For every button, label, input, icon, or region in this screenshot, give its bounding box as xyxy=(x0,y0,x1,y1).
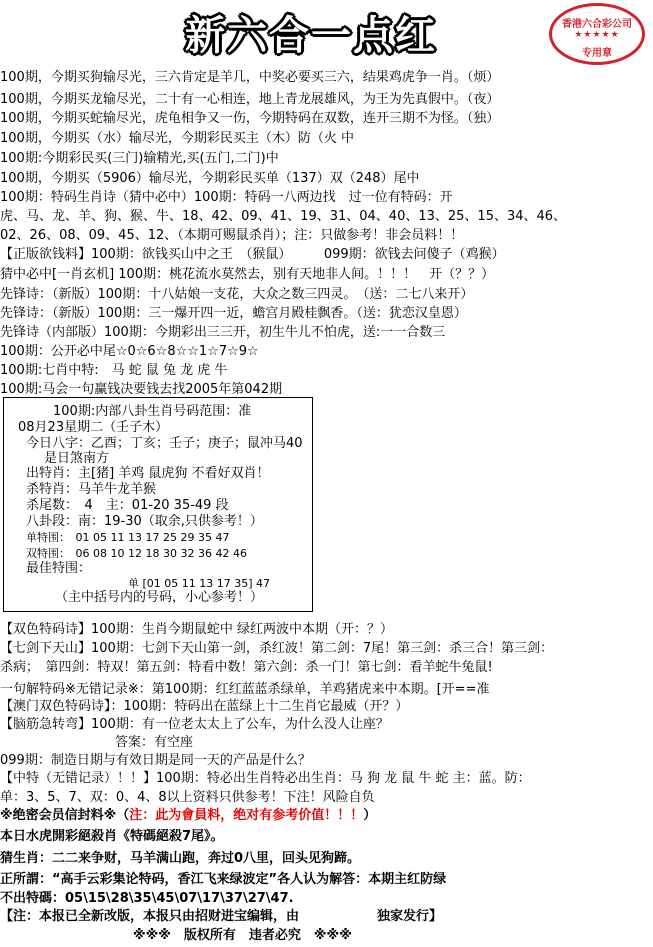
copyright-line: ※※※ 版权所有 违者必究 ※※※ xyxy=(133,928,352,943)
line-31: 不出特碼：05\15\28\35\45\07\17\37\27\47. xyxy=(0,891,294,906)
box-line-11: 最佳特围： xyxy=(26,561,92,576)
box-line-12: 单 [01 05 11 13 17 35] 47 xyxy=(128,577,271,590)
line-25: 099期：制造日期与有效日期是同一天的产品是什么？ xyxy=(0,753,311,768)
line-24: 答案：有空座 xyxy=(115,735,194,750)
page-title: 新六合一点红 xyxy=(185,13,437,59)
line-6: 100期，今期买（5906）输尽光，今期彩民买单（137）双（248）尾中 xyxy=(0,171,420,186)
line-4: 100期，今期买（水）输尽光，今期彩民买主（木）防（火 中 xyxy=(0,131,354,146)
line-28: 本日水虎開彩絕殺肖《特碼絕殺7尾》。 xyxy=(0,829,224,844)
line-14: 先锋诗（内部版）100期：今期彩出三三开，初生牛儿不怕虎，送:一一合数三 xyxy=(0,325,446,340)
line-3: 100期，今期买蛇输尽光，虎龟相争又一伤，今期特码在双数，连开三期不为怪。（独） xyxy=(0,111,500,126)
seal-company-name: 香港六合彩公司 xyxy=(562,19,632,30)
seal-stars: ★★★★★ xyxy=(574,30,620,40)
line-12: 先锋诗：（新版）100期：十八姑娘一支花，大众之数三四灵。 （送：二七八来开） xyxy=(0,287,474,302)
box-line-5: 出特肖：主[猪] 羊鸡 鼠虎狗 不看好双肖！ xyxy=(26,466,270,481)
line-20: 杀病； 第四剑：特双！第五剑：特看中数！第六剑：杀一门！第七剑：看羊蛇牛兔鼠! xyxy=(0,660,493,675)
line-21: 一句解特码※无错记录※：第100期：红红蓝蓝杀绿单，羊鸡猪虎来中本期。[开==准 xyxy=(0,682,490,697)
line-30: 正所謂：“高手云彩集论特码，香江飞来绿波定”各人认为解答：本期主红防绿 xyxy=(0,872,447,887)
line-7: 100期：特码生肖诗（猜中必中）100期：特码一八两边找 过一位有特码：开 xyxy=(0,190,453,205)
box-line-3: 今日八字：乙酉；丁亥；壬子；庚子；鼠冲马40 xyxy=(26,436,303,451)
member-notice-left: ※绝密会员信封料※（ xyxy=(0,808,130,823)
line-16: 100期:七肖中特: 马 蛇 鼠 兔 龙 虎 牛 xyxy=(0,363,228,378)
line-1: 100期，今期买狗输尽光，三六肯定是羊几，中奖必要买三六，结果鸡虎争一肖。（烦） xyxy=(0,70,500,85)
line-29: 猜生肖：二二来争财，马羊满山跑，奔过0八里，回头见狗蹄。 xyxy=(0,851,361,866)
line-19: 【七剑下天山】100期：七剑下天山第一剑，杀红波！第二剑：7尾！第三剑：杀三合！第三剑： xyxy=(0,641,554,656)
line-27: 单：3、5、7、双：0、4、8以上资料只供参考！下注！风险自负 xyxy=(0,790,375,805)
member-notice-red: 注：此为會員料，绝对有参考价值！！！ xyxy=(129,808,364,823)
member-notice-right: ） xyxy=(363,808,377,823)
company-seal xyxy=(549,3,645,65)
line-9: 02、26、08、09、45、12、（本期可赐鼠杀肖）；注：只做参考！非会员料！！ xyxy=(0,228,464,243)
line-15: 100期：公开必中尾☆0☆6☆8☆☆1☆7☆9☆ xyxy=(0,344,259,359)
line-17: 100期:马会一句赢钱决要钱去找2005年第042期 xyxy=(0,382,283,397)
box-line-2: 08月23星期二（壬子木） xyxy=(18,420,169,435)
line-22: 【澳门双色特码诗】：100期：特码出在蓝绿上十二生肖它最威（开？） xyxy=(0,699,409,714)
line-10: 【正版欲钱料】100期：欲钱买山中之王 （猴鼠） 099期：欲钱去问傻子（鸡猴） xyxy=(0,247,505,262)
box-line-10: 双特围： 06 08 10 12 18 30 32 36 42 46 xyxy=(26,547,247,560)
box-line-4: 是日煞南方 xyxy=(44,451,110,466)
box-line-1: 100期:内部八卦生肖号码范围：准 xyxy=(53,404,252,419)
line-8: 虎、马、龙、羊、狗、猴、牛、18、42、09、41、19、31、04、40、13、25、15、34、46、 xyxy=(0,209,567,224)
line-26: 【中特（无错记录）！！】100期：特必出生肖特必出生肖：马 狗 龙 鼠 牛 蛇 主：蓝。防： xyxy=(0,771,531,786)
seal-label: 专用章 xyxy=(582,48,612,59)
line-13: 先锋诗：（新版）100期：三一爆开四一近，蟾宫月殿桂飘香。（送：犹恋汉皇恩） xyxy=(0,306,467,321)
line-32: 【注：本报已全新改版，本报只由招财进宝编辑，由 独家发行】 xyxy=(0,909,443,924)
box-line-6: 杀特肖：马羊牛龙羊猴 xyxy=(26,482,157,497)
box-line-9: 单特围： 01 05 11 13 17 25 29 35 47 xyxy=(26,531,230,544)
box-line-13: （主中括号内的号码，小心参考！） xyxy=(55,590,264,605)
line-18: 【双色特码诗】100期：生肖今期鼠蛇中 绿红两波中本期（开：？） xyxy=(0,622,393,637)
box-line-7: 杀尾数： 4 主：01-20 35-49 段 xyxy=(26,498,229,513)
line-5: 100期:今期彩民买(三门)输精光,买(五门,二门)中 xyxy=(0,151,279,166)
line-11: 猜中必中[一肖玄机] 100期：桃花流水莫然去，别有天地非人间。！！！ 开（？？） xyxy=(0,267,495,282)
line-23: 【脑筋急转弯】100期：有一位老太太上了公车，为什么没人让座？ xyxy=(0,717,389,732)
member-notice xyxy=(0,807,653,825)
line-2: 100期，今期买龙输尽光，二十有一心相连，地上青龙展雄风，为王为先真假中。（夜） xyxy=(0,92,500,107)
box-line-8: 八卦段：南：19-30（取余,只供参考！） xyxy=(26,514,263,529)
